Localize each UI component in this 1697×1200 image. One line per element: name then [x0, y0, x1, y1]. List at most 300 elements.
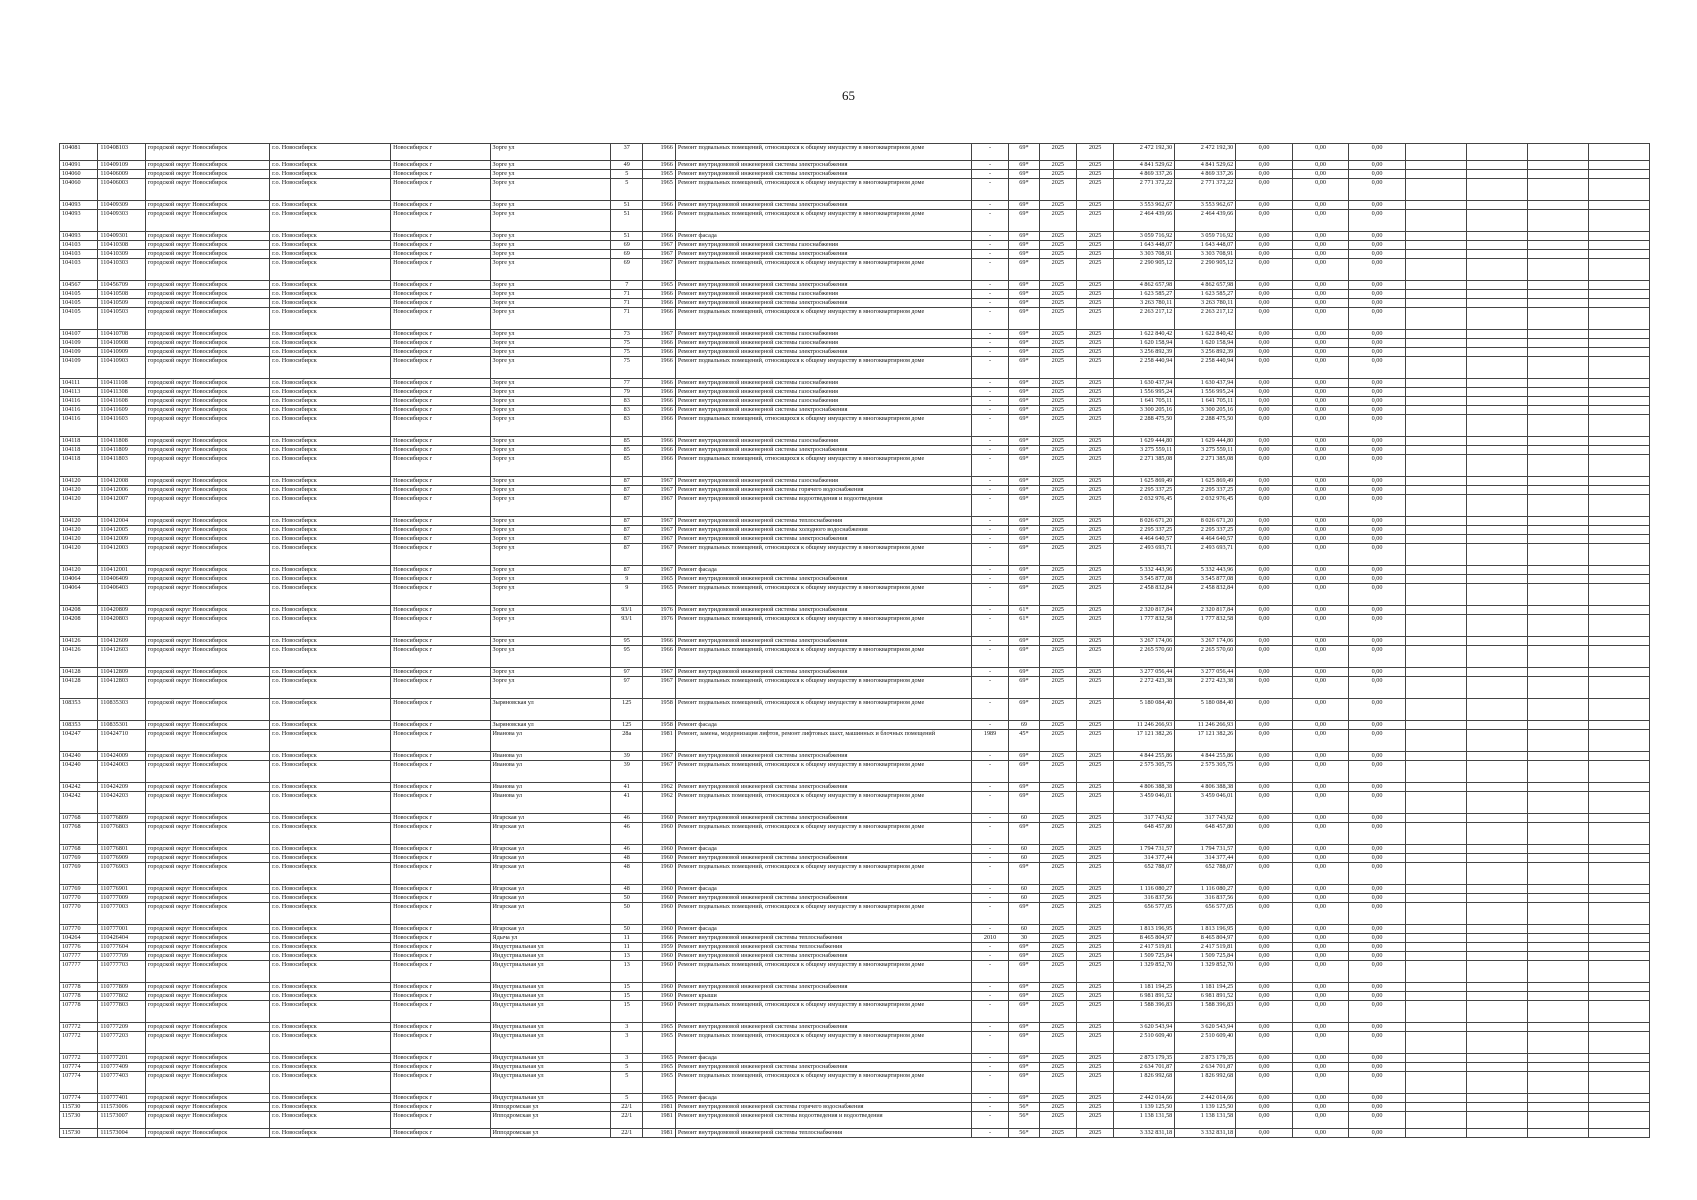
- cell-empty: [1588, 1032, 1649, 1054]
- cell-street: Зорге ул: [490, 210, 611, 232]
- cell-work: Ремонт подвальных помещений, относящихся к общему имуществу в многоквартирном доме: [675, 357, 971, 379]
- cell-id: 107769: [60, 863, 98, 885]
- cell-s2: 2 258 440,94: [1175, 357, 1236, 379]
- cell-empty: [1527, 339, 1588, 348]
- cell-s2: 2 510 609,40: [1175, 1032, 1236, 1054]
- cell-s2: 8 465 804,97: [1175, 934, 1236, 943]
- cell-work: Ремонт подвальных помещений, относящихся к общему имуществу в многоквартирном доме: [675, 1001, 971, 1023]
- cell-s2: 8 026 671,20: [1175, 517, 1236, 526]
- cell-empty: [1466, 535, 1527, 544]
- cell-b: 0,00: [1292, 575, 1349, 584]
- cell-work: Ремонт внутридомовой инженерной системы теплоснабжения: [675, 934, 971, 943]
- cell-yr2: -: [971, 179, 1008, 201]
- cell-id: 104118: [60, 446, 98, 455]
- cell-s2: 3 303 708,91: [1175, 250, 1236, 259]
- cell-empty: [1588, 446, 1649, 455]
- cell-code: 110412004: [98, 517, 145, 526]
- cell-house: 39: [611, 761, 643, 783]
- cell-work: Ремонт внутридомовой инженерной системы электроснабжения: [675, 894, 971, 903]
- cell-code: 110412005: [98, 526, 145, 535]
- cell-c: 0,00: [1349, 144, 1406, 161]
- table-row: [60, 885, 1650, 894]
- cell-id: 104093: [60, 201, 98, 210]
- cell-c: 0,00: [1349, 477, 1406, 486]
- cell-pct: 69*: [1009, 455, 1040, 477]
- cell-okrug: городской округ Новосибирск: [145, 535, 269, 544]
- cell-code: 110411308: [98, 388, 145, 397]
- cell-yr2: -: [971, 477, 1008, 486]
- table-row: [60, 477, 1650, 486]
- cell-s1: 1 630 437,94: [1114, 379, 1175, 388]
- cell-b: 0,00: [1292, 210, 1349, 232]
- cell-y2: 2025: [1076, 646, 1113, 668]
- cell-year: 1966: [643, 210, 676, 232]
- cell-empty: [1405, 1129, 1466, 1138]
- cell-pct: 30: [1009, 934, 1040, 943]
- cell-year: 1960: [643, 863, 676, 885]
- cell-street: Зорге ул: [490, 179, 611, 201]
- table-row: [60, 783, 1650, 792]
- cell-s1: 1 629 444,80: [1114, 437, 1175, 446]
- cell-y1: 2025: [1039, 934, 1076, 943]
- cell-okrug: городской округ Новосибирск: [145, 486, 269, 495]
- cell-id: 104208: [60, 615, 98, 637]
- cell-empty: [1588, 783, 1649, 792]
- cell-s1: 314 377,44: [1114, 854, 1175, 863]
- cell-go: г.о. Новосибирск: [270, 606, 391, 615]
- cell-year: 1981: [643, 1112, 676, 1129]
- cell-go: г.о. Новосибирск: [270, 1103, 391, 1112]
- table-row: [60, 339, 1650, 348]
- cell-empty: [1466, 845, 1527, 854]
- cell-s1: 2 295 337,25: [1114, 526, 1175, 535]
- cell-s1: 1 643 448,07: [1114, 241, 1175, 250]
- cell-s2: 1 794 731,57: [1175, 845, 1236, 854]
- cell-empty: [1527, 1063, 1588, 1072]
- cell-y1: 2025: [1039, 677, 1076, 699]
- cell-year: 1965: [643, 1032, 676, 1054]
- cell-c: 0,00: [1349, 486, 1406, 495]
- cell-pct: 69*: [1009, 1063, 1040, 1072]
- cell-empty: [1405, 388, 1466, 397]
- cell-y2: 2025: [1076, 566, 1113, 575]
- cell-id: 104128: [60, 677, 98, 699]
- cell-house: 15: [611, 992, 643, 1001]
- cell-id: 107772: [60, 1054, 98, 1063]
- cell-work: Ремонт внутридомовой инженерной системы газоснабжения: [675, 330, 971, 339]
- cell-house: 48: [611, 854, 643, 863]
- cell-y1: 2025: [1039, 241, 1076, 250]
- cell-year: 1967: [643, 486, 676, 495]
- cell-house: 69: [611, 259, 643, 281]
- cell-a: 0,00: [1236, 379, 1293, 388]
- cell-empty: [1588, 615, 1649, 637]
- cell-yr2: -: [971, 1054, 1008, 1063]
- cell-y2: 2025: [1076, 1023, 1113, 1032]
- cell-empty: [1527, 752, 1588, 761]
- cell-b: 0,00: [1292, 517, 1349, 526]
- cell-a: 0,00: [1236, 330, 1293, 339]
- cell-empty: [1466, 677, 1527, 699]
- cell-s2: 1 556 995,24: [1175, 388, 1236, 397]
- cell-s2: 4 806 388,38: [1175, 783, 1236, 792]
- cell-y1: 2025: [1039, 845, 1076, 854]
- cell-id: 104120: [60, 477, 98, 486]
- cell-work: Ремонт внутридомовой инженерной системы электроснабжения: [675, 161, 971, 170]
- cell-y2: 2025: [1076, 437, 1113, 446]
- cell-c: 0,00: [1349, 290, 1406, 299]
- table-row: [60, 992, 1650, 1001]
- cell-y2: 2025: [1076, 406, 1113, 415]
- cell-empty: [1588, 232, 1649, 241]
- cell-go: г.о. Новосибирск: [270, 1054, 391, 1063]
- cell-pct: 69*: [1009, 437, 1040, 446]
- cell-go: г.о. Новосибирск: [270, 1094, 391, 1103]
- cell-empty: [1405, 584, 1466, 606]
- cell-empty: [1527, 983, 1588, 992]
- cell-y2: 2025: [1076, 1094, 1113, 1103]
- cell-a: 0,00: [1236, 1072, 1293, 1094]
- cell-empty: [1527, 495, 1588, 517]
- cell-street: Зорге ул: [490, 348, 611, 357]
- cell-go: г.о. Новосибирск: [270, 544, 391, 566]
- cell-city: Новосибирск г: [391, 1063, 490, 1072]
- cell-year: 1966: [643, 357, 676, 379]
- cell-empty: [1405, 1103, 1466, 1112]
- cell-street: Зорге ул: [490, 406, 611, 415]
- table-row: [60, 606, 1650, 615]
- cell-go: г.о. Новосибирск: [270, 170, 391, 179]
- cell-city: Новосибирск г: [391, 761, 490, 783]
- cell-b: 0,00: [1292, 894, 1349, 903]
- cell-pct: 61*: [1009, 615, 1040, 637]
- cell-work: Ремонт подвальных помещений, относящихся к общему имуществу в многоквартирном доме: [675, 308, 971, 330]
- cell-house: 5: [611, 170, 643, 179]
- cell-empty: [1405, 495, 1466, 517]
- cell-b: 0,00: [1292, 903, 1349, 925]
- cell-okrug: городской округ Новосибирск: [145, 992, 269, 1001]
- cell-s2: 3 545 877,08: [1175, 575, 1236, 584]
- cell-y2: 2025: [1076, 961, 1113, 983]
- cell-s1: 3 459 046,01: [1114, 792, 1175, 814]
- cell-go: г.о. Новосибирск: [270, 934, 391, 943]
- cell-s1: 3 267 174,06: [1114, 637, 1175, 646]
- cell-y1: 2025: [1039, 792, 1076, 814]
- cell-c: 0,00: [1349, 495, 1406, 517]
- cell-empty: [1588, 637, 1649, 646]
- cell-pct: 69*: [1009, 535, 1040, 544]
- cell-go: г.о. Новосибирск: [270, 730, 391, 752]
- cell-pct: 69*: [1009, 446, 1040, 455]
- cell-id: 104093: [60, 210, 98, 232]
- cell-okrug: городской округ Новосибирск: [145, 232, 269, 241]
- cell-empty: [1466, 584, 1527, 606]
- cell-empty: [1588, 486, 1649, 495]
- cell-pct: 69*: [1009, 170, 1040, 179]
- cell-c: 0,00: [1349, 761, 1406, 783]
- cell-empty: [1405, 961, 1466, 983]
- cell-y1: 2025: [1039, 446, 1076, 455]
- cell-id: 107777: [60, 961, 98, 983]
- cell-b: 0,00: [1292, 201, 1349, 210]
- cell-empty: [1527, 526, 1588, 535]
- cell-okrug: городской округ Новосибирск: [145, 437, 269, 446]
- cell-city: Новосибирск г: [391, 934, 490, 943]
- cell-empty: [1405, 615, 1466, 637]
- cell-yr2: -: [971, 646, 1008, 668]
- cell-s2: 1 116 080,27: [1175, 885, 1236, 894]
- cell-empty: [1527, 210, 1588, 232]
- cell-city: Новосибирск г: [391, 495, 490, 517]
- cell-house: 28а: [611, 730, 643, 752]
- cell-year: 1967: [643, 544, 676, 566]
- cell-go: г.о. Новосибирск: [270, 699, 391, 721]
- cell-code: 110777401: [98, 1094, 145, 1103]
- cell-empty: [1588, 992, 1649, 1001]
- table-row: [60, 232, 1650, 241]
- cell-b: 0,00: [1292, 1054, 1349, 1063]
- cell-empty: [1527, 934, 1588, 943]
- cell-s1: 2 472 192,30: [1114, 144, 1175, 161]
- cell-empty: [1527, 646, 1588, 668]
- cell-house: 9: [611, 584, 643, 606]
- cell-c: 0,00: [1349, 357, 1406, 379]
- cell-house: 46: [611, 845, 643, 854]
- table-row: [60, 761, 1650, 783]
- cell-yr2: -: [971, 925, 1008, 934]
- cell-empty: [1588, 934, 1649, 943]
- cell-city: Новосибирск г: [391, 170, 490, 179]
- table-row: [60, 934, 1650, 943]
- cell-y1: 2025: [1039, 1072, 1076, 1094]
- table-row: [60, 299, 1650, 308]
- cell-s2: 2 320 817,84: [1175, 606, 1236, 615]
- cell-city: Новосибирск г: [391, 885, 490, 894]
- cell-city: Новосибирск г: [391, 357, 490, 379]
- cell-okrug: городской округ Новосибирск: [145, 792, 269, 814]
- cell-empty: [1405, 348, 1466, 357]
- cell-empty: [1527, 584, 1588, 606]
- cell-go: г.о. Новосибирск: [270, 161, 391, 170]
- cell-y1: 2025: [1039, 894, 1076, 903]
- cell-y2: 2025: [1076, 299, 1113, 308]
- cell-house: 87: [611, 535, 643, 544]
- cell-y1: 2025: [1039, 406, 1076, 415]
- table-row: [60, 535, 1650, 544]
- cell-go: г.о. Новосибирск: [270, 637, 391, 646]
- cell-b: 0,00: [1292, 761, 1349, 783]
- cell-y1: 2025: [1039, 823, 1076, 845]
- cell-city: Новосибирск г: [391, 677, 490, 699]
- cell-empty: [1466, 290, 1527, 299]
- cell-code: 110776809: [98, 814, 145, 823]
- cell-a: 0,00: [1236, 783, 1293, 792]
- cell-empty: [1588, 863, 1649, 885]
- cell-yr2: -: [971, 566, 1008, 575]
- cell-go: г.о. Новосибирск: [270, 885, 391, 894]
- cell-id: 107770: [60, 903, 98, 925]
- cell-id: 104105: [60, 290, 98, 299]
- cell-go: г.о. Новосибирск: [270, 668, 391, 677]
- cell-yr2: -: [971, 486, 1008, 495]
- cell-pct: 69*: [1009, 792, 1040, 814]
- cell-code: 110411608: [98, 397, 145, 406]
- cell-empty: [1527, 783, 1588, 792]
- cell-a: 0,00: [1236, 446, 1293, 455]
- cell-pct: 69*: [1009, 761, 1040, 783]
- cell-empty: [1405, 486, 1466, 495]
- cell-street: Зорге ул: [490, 437, 611, 446]
- cell-pct: 69*: [1009, 1054, 1040, 1063]
- cell-year: 1966: [643, 201, 676, 210]
- cell-empty: [1405, 677, 1466, 699]
- cell-a: 0,00: [1236, 290, 1293, 299]
- cell-house: 85: [611, 446, 643, 455]
- cell-id: 107770: [60, 925, 98, 934]
- cell-s2: 2 272 423,38: [1175, 677, 1236, 699]
- cell-s2: 3 256 892,39: [1175, 348, 1236, 357]
- cell-s1: 3 275 559,11: [1114, 446, 1175, 455]
- cell-go: г.о. Новосибирск: [270, 348, 391, 357]
- cell-empty: [1466, 308, 1527, 330]
- cell-year: 1965: [643, 1054, 676, 1063]
- cell-s2: 2 873 179,35: [1175, 1054, 1236, 1063]
- cell-s1: 3 256 892,39: [1114, 348, 1175, 357]
- cell-empty: [1466, 259, 1527, 281]
- cell-year: 1962: [643, 792, 676, 814]
- cell-b: 0,00: [1292, 1129, 1349, 1138]
- cell-s2: 2 442 014,66: [1175, 1094, 1236, 1103]
- cell-go: г.о. Новосибирск: [270, 792, 391, 814]
- cell-s2: 2 271 385,08: [1175, 455, 1236, 477]
- cell-s2: 1 620 158,94: [1175, 339, 1236, 348]
- cell-b: 0,00: [1292, 1032, 1349, 1054]
- cell-street: Индустриальная ул: [490, 1001, 611, 1023]
- cell-empty: [1405, 646, 1466, 668]
- cell-id: 104093: [60, 232, 98, 241]
- cell-work: Ремонт подвальных помещений, относящихся к общему имуществу в многоквартирном доме: [675, 544, 971, 566]
- cell-empty: [1466, 397, 1527, 406]
- cell-empty: [1588, 330, 1649, 339]
- cell-okrug: городской округ Новосибирск: [145, 161, 269, 170]
- table-row: [60, 903, 1650, 925]
- cell-s2: 3 300 205,16: [1175, 406, 1236, 415]
- cell-work: Ремонт подвальных помещений, относящихся к общему имуществу в многоквартирном доме: [675, 210, 971, 232]
- cell-empty: [1405, 299, 1466, 308]
- cell-pct: 45*: [1009, 730, 1040, 752]
- cell-a: 0,00: [1236, 983, 1293, 992]
- cell-s1: 1 181 194,25: [1114, 983, 1175, 992]
- cell-year: 1967: [643, 566, 676, 575]
- cell-street: Зорге ул: [490, 486, 611, 495]
- cell-y2: 2025: [1076, 1054, 1113, 1063]
- cell-year: 1960: [643, 845, 676, 854]
- cell-code: 110406009: [98, 170, 145, 179]
- cell-empty: [1588, 1001, 1649, 1023]
- cell-empty: [1466, 943, 1527, 952]
- cell-house: 87: [611, 526, 643, 535]
- cell-year: 1965: [643, 1023, 676, 1032]
- cell-y2: 2025: [1076, 730, 1113, 752]
- cell-y1: 2025: [1039, 170, 1076, 179]
- cell-street: Зорге ул: [490, 379, 611, 388]
- cell-city: Новосибирск г: [391, 1072, 490, 1094]
- cell-empty: [1527, 894, 1588, 903]
- cell-y2: 2025: [1076, 992, 1113, 1001]
- cell-y1: 2025: [1039, 250, 1076, 259]
- cell-year: 1966: [643, 161, 676, 170]
- cell-go: г.о. Новосибирск: [270, 584, 391, 606]
- cell-empty: [1466, 783, 1527, 792]
- cell-empty: [1405, 455, 1466, 477]
- cell-city: Новосибирск г: [391, 535, 490, 544]
- cell-work: Ремонт внутридомовой инженерной системы электроснабжения: [675, 201, 971, 210]
- cell-empty: [1527, 517, 1588, 526]
- cell-empty: [1405, 477, 1466, 486]
- cell-work: Ремонт подвальных помещений, относящихся к общему имуществу в многоквартирном доме: [675, 792, 971, 814]
- cell-id: 107774: [60, 1094, 98, 1103]
- cell-y2: 2025: [1076, 308, 1113, 330]
- cell-street: Зыряновская ул: [490, 699, 611, 721]
- cell-s1: 1 620 158,94: [1114, 339, 1175, 348]
- cell-y2: 2025: [1076, 699, 1113, 721]
- cell-okrug: городской округ Новосибирск: [145, 575, 269, 584]
- cell-pct: 69*: [1009, 517, 1040, 526]
- cell-go: г.о. Новосибирск: [270, 495, 391, 517]
- cell-house: 3: [611, 1023, 643, 1032]
- cell-s1: 6 981 891,52: [1114, 992, 1175, 1001]
- cell-y1: 2025: [1039, 290, 1076, 299]
- cell-year: 1960: [643, 885, 676, 894]
- cell-s1: 8 465 804,97: [1114, 934, 1175, 943]
- cell-yr2: -: [971, 1063, 1008, 1072]
- cell-yr2: -: [971, 415, 1008, 437]
- cell-year: 1967: [643, 250, 676, 259]
- cell-street: Иванова ул: [490, 792, 611, 814]
- cell-y1: 2025: [1039, 379, 1076, 388]
- cell-empty: [1527, 1032, 1588, 1054]
- cell-street: Индустриальная ул: [490, 992, 611, 1001]
- cell-street: Зорге ул: [490, 290, 611, 299]
- cell-code: 110777403: [98, 1072, 145, 1094]
- cell-id: 104264: [60, 934, 98, 943]
- cell-pct: 69*: [1009, 646, 1040, 668]
- cell-c: 0,00: [1349, 752, 1406, 761]
- cell-empty: [1588, 1129, 1649, 1138]
- cell-house: 51: [611, 210, 643, 232]
- cell-y1: 2025: [1039, 983, 1076, 992]
- cell-b: 0,00: [1292, 646, 1349, 668]
- cell-s2: 2 290 905,12: [1175, 259, 1236, 281]
- cell-b: 0,00: [1292, 161, 1349, 170]
- cell-a: 0,00: [1236, 259, 1293, 281]
- cell-pct: 60: [1009, 894, 1040, 903]
- cell-s1: 2 493 693,71: [1114, 544, 1175, 566]
- cell-street: Зорге ул: [490, 201, 611, 210]
- cell-id: 104126: [60, 637, 98, 646]
- cell-c: 0,00: [1349, 1001, 1406, 1023]
- table-row: [60, 161, 1650, 170]
- cell-empty: [1405, 761, 1466, 783]
- cell-year: 1967: [643, 677, 676, 699]
- cell-street: Ипподромская ул: [490, 1129, 611, 1138]
- cell-street: Зорге ул: [490, 668, 611, 677]
- cell-yr2: -: [971, 241, 1008, 250]
- cell-pct: 69*: [1009, 406, 1040, 415]
- cell-work: Ремонт внутридомовой инженерной системы электроснабжения: [675, 668, 971, 677]
- cell-s2: 652 788,07: [1175, 863, 1236, 885]
- cell-okrug: городской округ Новосибирск: [145, 330, 269, 339]
